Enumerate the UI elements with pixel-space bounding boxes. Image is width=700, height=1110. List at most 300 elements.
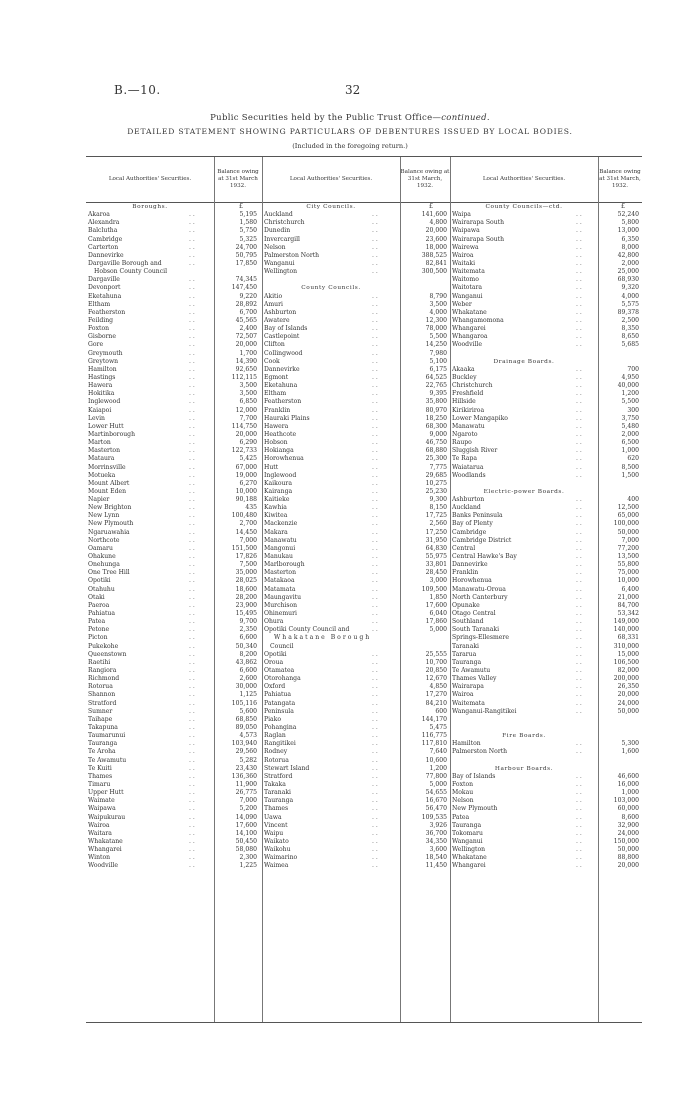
table-row: [450, 675, 642, 683]
table-row: [450, 553, 642, 561]
leader-dots: . .: [189, 658, 195, 666]
table-row: [450, 423, 642, 431]
balance-value: 5,600: [239, 707, 257, 715]
table-row: [86, 350, 262, 358]
leader-dots: . .: [189, 626, 195, 634]
table-row: [86, 765, 262, 773]
authority-name: Eketahuna: [264, 382, 298, 390]
authority-name: Bay of Islands: [264, 325, 308, 333]
leader-dots: . .: [372, 789, 378, 797]
authority-name: Manawatu: [452, 422, 485, 430]
leader-dots: . .: [372, 553, 378, 561]
table-row: [86, 431, 262, 439]
authority-name: Wairoa: [452, 251, 474, 259]
leader-dots: . .: [189, 561, 195, 569]
balance-value: 122,733: [231, 447, 257, 455]
authority-name: Gisborne: [88, 333, 116, 341]
table-row: [262, 577, 450, 585]
table-row: [86, 700, 262, 708]
table-row: [262, 407, 450, 415]
balance-value: 67,000: [235, 463, 257, 471]
authority-name: Peninsula: [264, 707, 294, 715]
table-row: [450, 602, 642, 610]
balance-value: 620: [627, 455, 639, 463]
balance-value: 12,300: [425, 316, 447, 324]
balance-value: 12,670: [425, 675, 447, 683]
leader-dots: . .: [576, 683, 582, 691]
balance-value: 100,480: [231, 512, 257, 520]
leader-dots: . .: [372, 528, 378, 536]
authority-name: Eltham: [264, 390, 287, 398]
table-row: [262, 431, 450, 439]
table-row: [262, 618, 450, 626]
table-row: [262, 740, 450, 748]
table-row: [262, 341, 450, 349]
balance-value: 23,900: [235, 601, 257, 609]
leader-dots: . .: [372, 487, 378, 495]
leader-dots: . .: [576, 813, 582, 821]
table-row: [86, 211, 262, 219]
table-row: [86, 805, 262, 813]
authority-name: Uawa: [264, 813, 282, 821]
section-title: Drainage Boards.: [493, 358, 555, 365]
authority-name: Ngaroto: [452, 430, 478, 438]
leader-dots: . .: [189, 455, 195, 463]
authority-name: Rotorua: [88, 683, 113, 691]
leader-dots: . .: [372, 390, 378, 398]
balance-value: 149,000: [613, 618, 639, 626]
leader-dots: . .: [576, 789, 582, 797]
leader-dots: . .: [576, 553, 582, 561]
authority-name: Inglewood: [88, 398, 121, 406]
leader-dots: . .: [372, 512, 378, 520]
table-row: [450, 455, 642, 463]
authority-name: Woodville: [452, 341, 482, 349]
balance-value: 11,900: [235, 780, 257, 788]
balance-value: 89,050: [235, 724, 257, 731]
authority-name: New Brighton: [88, 504, 132, 512]
balance-value: 2,000: [621, 259, 639, 267]
balance-value: 5,282: [239, 756, 257, 764]
authority-name: Winton: [88, 854, 111, 862]
authority-name: Whangamomona: [452, 316, 504, 324]
balance-value: 18,540: [425, 854, 447, 862]
authority-name: Te Awamutu: [88, 756, 127, 764]
leader-dots: . .: [372, 821, 378, 829]
authority-name: New Lynn: [88, 512, 120, 520]
balance-value: 112,115: [231, 373, 257, 381]
table-row: [86, 822, 262, 830]
leader-dots: . .: [576, 341, 582, 349]
leader-dots: . .: [576, 561, 582, 569]
table-row: [86, 268, 262, 276]
balance-value: 1,600: [621, 748, 639, 756]
leader-dots: . .: [576, 219, 582, 227]
authority-name: Gore: [88, 341, 104, 349]
balance-value: 15,495: [235, 610, 257, 618]
balance-value: 43,862: [235, 658, 257, 666]
leader-dots: . .: [576, 227, 582, 235]
leader-dots: . .: [372, 471, 378, 479]
page-title: [0, 113, 700, 123]
authority-name: Northcote: [88, 536, 120, 544]
authority-name: Manukau: [264, 553, 293, 561]
authority-name: Wairoa: [88, 821, 110, 829]
table-row: [86, 569, 262, 577]
leader-dots: . .: [576, 414, 582, 422]
section-title: City Councils.: [306, 204, 356, 210]
table-row: [86, 390, 262, 398]
balance-value: 8,790: [429, 292, 447, 300]
balance-value: 77,200: [617, 544, 639, 552]
table-row: [86, 529, 262, 537]
authority-name: New Plymouth: [88, 520, 134, 528]
authority-name: Taumarunui: [88, 732, 126, 740]
table-row: [450, 854, 642, 862]
balance-value: 15,000: [617, 650, 639, 658]
table-row: [262, 814, 450, 822]
leader-dots: . .: [189, 333, 195, 341]
balance-value: 388,525: [421, 251, 447, 259]
authority-name: Martinborough: [88, 430, 136, 438]
balance-value: 82,000: [617, 667, 639, 675]
balance-value: 14,250: [425, 341, 447, 349]
table-row: [262, 691, 450, 699]
authority-name: Castlepoint: [264, 333, 300, 341]
table-row: [86, 618, 262, 626]
leader-dots: . .: [189, 251, 195, 259]
table-row: [450, 814, 642, 822]
balance-value: 35,000: [235, 569, 257, 577]
authority-name: Dannevirke: [264, 365, 300, 373]
authority-name: Mataura: [88, 455, 115, 463]
table-row: [262, 423, 450, 431]
table-row: [86, 862, 262, 870]
table-row: [86, 675, 262, 683]
report-reference: B.—10.: [114, 83, 161, 97]
authority-name: Heathcote: [264, 430, 297, 438]
balance-value: 46,750: [425, 439, 447, 447]
authority-name: Onehunga: [88, 561, 120, 569]
table-row: [450, 626, 642, 634]
balance-value: 14,390: [235, 357, 257, 365]
leader-dots: . .: [189, 447, 195, 455]
authority-name: Hauraki Plains: [264, 414, 310, 422]
balance-value: 21,000: [617, 593, 639, 601]
leader-dots: . .: [576, 259, 582, 267]
table-row: [450, 464, 642, 472]
table-row: [262, 675, 450, 683]
table-row: [450, 439, 642, 447]
balance-value: 55,800: [617, 561, 639, 569]
leader-dots: . .: [576, 276, 582, 284]
balance-value: 53,342: [617, 610, 639, 618]
leader-dots: . .: [372, 268, 378, 276]
table-row: [86, 740, 262, 748]
balance-value: 400: [627, 496, 639, 504]
balance-value: 1,125: [239, 691, 257, 699]
authority-name: Picton: [88, 634, 108, 642]
balance-value: 64,525: [425, 373, 447, 381]
table-row: [450, 512, 642, 520]
authority-name: Tauranga: [452, 658, 482, 666]
authority-name: Mount Eden: [88, 487, 127, 495]
balance-value: 14,450: [235, 528, 257, 536]
leader-dots: . .: [189, 227, 195, 235]
authority-name: Horowhenua: [452, 577, 492, 585]
authority-name: Richmond: [88, 675, 120, 683]
table-row: [86, 586, 262, 594]
table-row: [262, 822, 450, 830]
table-row: [262, 724, 450, 732]
table-row: [262, 301, 450, 309]
balance-value: 40,000: [617, 382, 639, 390]
authority-name: Pahiatua: [88, 610, 115, 618]
table-row: [86, 423, 262, 431]
authority-name: Nelson: [264, 243, 286, 251]
balance-value: 6,400: [621, 585, 639, 593]
leader-dots: . .: [372, 455, 378, 463]
leader-dots: . .: [576, 740, 582, 748]
leader-dots: . .: [189, 789, 195, 797]
balance-value: 5,325: [239, 235, 257, 243]
balance-value: 5,480: [621, 422, 639, 430]
authority-name: Te Aroha: [88, 748, 116, 756]
authority-name: Woodlands: [452, 471, 486, 479]
balance-value: 4,950: [621, 373, 639, 381]
balance-value: 23,600: [425, 235, 447, 243]
leader-dots: . .: [372, 292, 378, 300]
leader-dots: . .: [189, 691, 195, 699]
authority-name: Whakatane: [452, 308, 487, 316]
authority-name: Morrinsville: [88, 463, 126, 471]
table-row: [262, 447, 450, 455]
leader-dots: . .: [372, 504, 378, 512]
balance-value: 58,080: [235, 846, 257, 854]
balance-value: 28,450: [425, 569, 447, 577]
section-heading: [262, 203, 450, 211]
table-row: [86, 236, 262, 244]
table-row: [86, 447, 262, 455]
balance-value: 5,000: [429, 626, 447, 634]
balance-value: 200,000: [613, 675, 639, 683]
leader-dots: . .: [372, 618, 378, 626]
balance-value: 17,860: [425, 618, 447, 626]
authority-name: Marton: [88, 439, 111, 447]
authority-name: Auckland: [264, 211, 293, 219]
leader-dots: . .: [372, 544, 378, 552]
table-row: [86, 830, 262, 838]
balance-value: 6,850: [239, 398, 257, 406]
table-row: [262, 797, 450, 805]
balance-value: 20,000: [235, 341, 257, 349]
balance-value: 9,220: [239, 292, 257, 300]
balance-value: 60,000: [617, 805, 639, 813]
balance-value: 18,000: [425, 243, 447, 251]
leader-dots: . .: [189, 577, 195, 585]
authority-name: Wairarapa: [452, 683, 484, 691]
balance-value: 5,750: [239, 227, 257, 235]
authority-name: Maungavitu: [264, 593, 302, 601]
leader-dots: . .: [189, 243, 195, 251]
authority-name: Invercargill: [264, 235, 301, 243]
table-row: [450, 586, 642, 594]
leader-dots: . .: [576, 251, 582, 259]
table-row: [262, 309, 450, 317]
authority-name: Balclutha: [88, 227, 118, 235]
table-row: [450, 797, 642, 805]
leader-dots: . .: [576, 455, 582, 463]
balance-value: 11,450: [425, 862, 447, 870]
balance-value: 141,600: [421, 211, 447, 219]
table-row: [450, 577, 642, 585]
table-row: [262, 236, 450, 244]
authority-name: Eketahuna: [88, 292, 122, 300]
authority-name: Cambridge: [452, 528, 487, 536]
authority-name: Ashburton: [452, 496, 485, 504]
authority-name: Thames Valley: [452, 675, 497, 683]
table-row: [450, 545, 642, 553]
balance-value: 80,970: [425, 406, 447, 414]
leader-dots: . .: [576, 390, 582, 398]
leader-dots: . .: [372, 569, 378, 577]
table-row: [86, 732, 262, 740]
authority-name: Opotiki: [88, 577, 111, 585]
leader-dots: . .: [372, 780, 378, 788]
table-row: [450, 846, 642, 854]
balance-value: 310,000: [613, 642, 639, 650]
table-row: [262, 374, 450, 382]
leader-dots: . .: [189, 707, 195, 715]
leader-dots: . .: [576, 854, 582, 862]
leader-dots: . .: [189, 211, 195, 219]
table-row: [86, 691, 262, 699]
table-row: [450, 227, 642, 235]
authority-name: Otahuhu: [88, 585, 115, 593]
balance-value: 2,500: [621, 316, 639, 324]
balance-value: 35,800: [425, 398, 447, 406]
leader-dots: . .: [576, 748, 582, 756]
leader-dots: . .: [576, 496, 582, 504]
table-row: [262, 553, 450, 561]
table-row: [86, 227, 262, 235]
leader-dots: . .: [576, 837, 582, 845]
balance-value: 50,795: [235, 251, 257, 259]
authority-name: Te Rapa: [452, 455, 478, 463]
balance-value: 116,775: [421, 732, 447, 740]
balance-value: 6,600: [239, 634, 257, 642]
leader-dots: . .: [576, 365, 582, 373]
authority-name: Patangata: [264, 699, 296, 707]
table-row: [450, 325, 642, 333]
leader-dots: . .: [576, 569, 582, 577]
table-row: [262, 700, 450, 708]
table-row: [450, 480, 642, 488]
leader-dots: . .: [372, 862, 378, 870]
balance-value: 20,000: [617, 691, 639, 699]
table-row: [86, 464, 262, 472]
table-row: [262, 317, 450, 325]
balance-value: 75,000: [617, 569, 639, 577]
table-row: [450, 537, 642, 545]
authority-name: Kirikiriroa: [452, 406, 485, 414]
table-row: [450, 659, 642, 667]
balance-value: 147,450: [231, 284, 257, 292]
balance-value: 1,225: [239, 862, 257, 870]
authority-name: Te Kuiti: [88, 764, 112, 772]
balance-value: 7,000: [239, 536, 257, 544]
authority-name: Sluggish River: [452, 447, 498, 455]
leader-dots: . .: [576, 268, 582, 276]
authority-name: Otorohanga: [264, 675, 301, 683]
authority-name: Paeroa: [88, 601, 110, 609]
page-number: 32: [345, 83, 361, 97]
table-row: [262, 480, 450, 488]
table-row: [262, 293, 450, 301]
leader-dots: . .: [189, 683, 195, 691]
leader-dots: . .: [576, 471, 582, 479]
authority-name: Rotorua: [264, 756, 289, 764]
leader-dots: . .: [576, 398, 582, 406]
authority-name: Oroua: [264, 658, 284, 666]
leader-dots: . .: [372, 626, 378, 634]
table-row: [262, 358, 450, 366]
leader-dots: . .: [189, 235, 195, 243]
authority-name: Manawatu: [264, 536, 297, 544]
balance-value: 25,000: [617, 268, 639, 276]
leader-dots: . .: [372, 683, 378, 691]
authority-name: Inglewood: [264, 471, 297, 479]
leader-dots: . .: [576, 325, 582, 333]
authority-name: Cambridge District: [452, 536, 512, 544]
balance-value: 50,000: [617, 707, 639, 715]
table-row: [262, 244, 450, 252]
table-row: [262, 602, 450, 610]
pound-sign: £: [238, 202, 243, 210]
balance-value: 20,850: [425, 667, 447, 675]
table-row: [86, 659, 262, 667]
title-continued: continued.: [441, 113, 490, 123]
table-row: [262, 732, 450, 740]
balance-value: 600: [435, 707, 447, 715]
table-row: [450, 252, 642, 260]
balance-value: 4,000: [429, 308, 447, 316]
table-row: [86, 854, 262, 862]
leader-dots: . .: [372, 715, 378, 723]
balance-value: 72,507: [235, 333, 257, 341]
authority-name: Carterton: [88, 243, 119, 251]
table-row: [262, 366, 450, 374]
leader-dots: . .: [372, 724, 378, 731]
balance-value: 6,500: [621, 439, 639, 447]
leader-dots: . .: [372, 349, 378, 357]
authority-name: Devonport: [88, 284, 121, 292]
authority-name: Marlborough: [264, 561, 305, 569]
leader-dots: . .: [372, 300, 378, 308]
authority-name: North Canterbury: [452, 593, 508, 601]
table-row: [262, 211, 450, 219]
leader-dots: . .: [372, 829, 378, 837]
authority-name: Patea: [452, 813, 470, 821]
balance-value: 5,300: [621, 740, 639, 748]
authority-name: South Taranaki: [452, 626, 500, 634]
table-row: [262, 252, 450, 260]
balance-value: 84,700: [617, 601, 639, 609]
authority-name: Takaka: [264, 780, 286, 788]
table-row: [450, 651, 642, 659]
authority-name: Stratford: [88, 699, 117, 707]
leader-dots: . .: [372, 658, 378, 666]
